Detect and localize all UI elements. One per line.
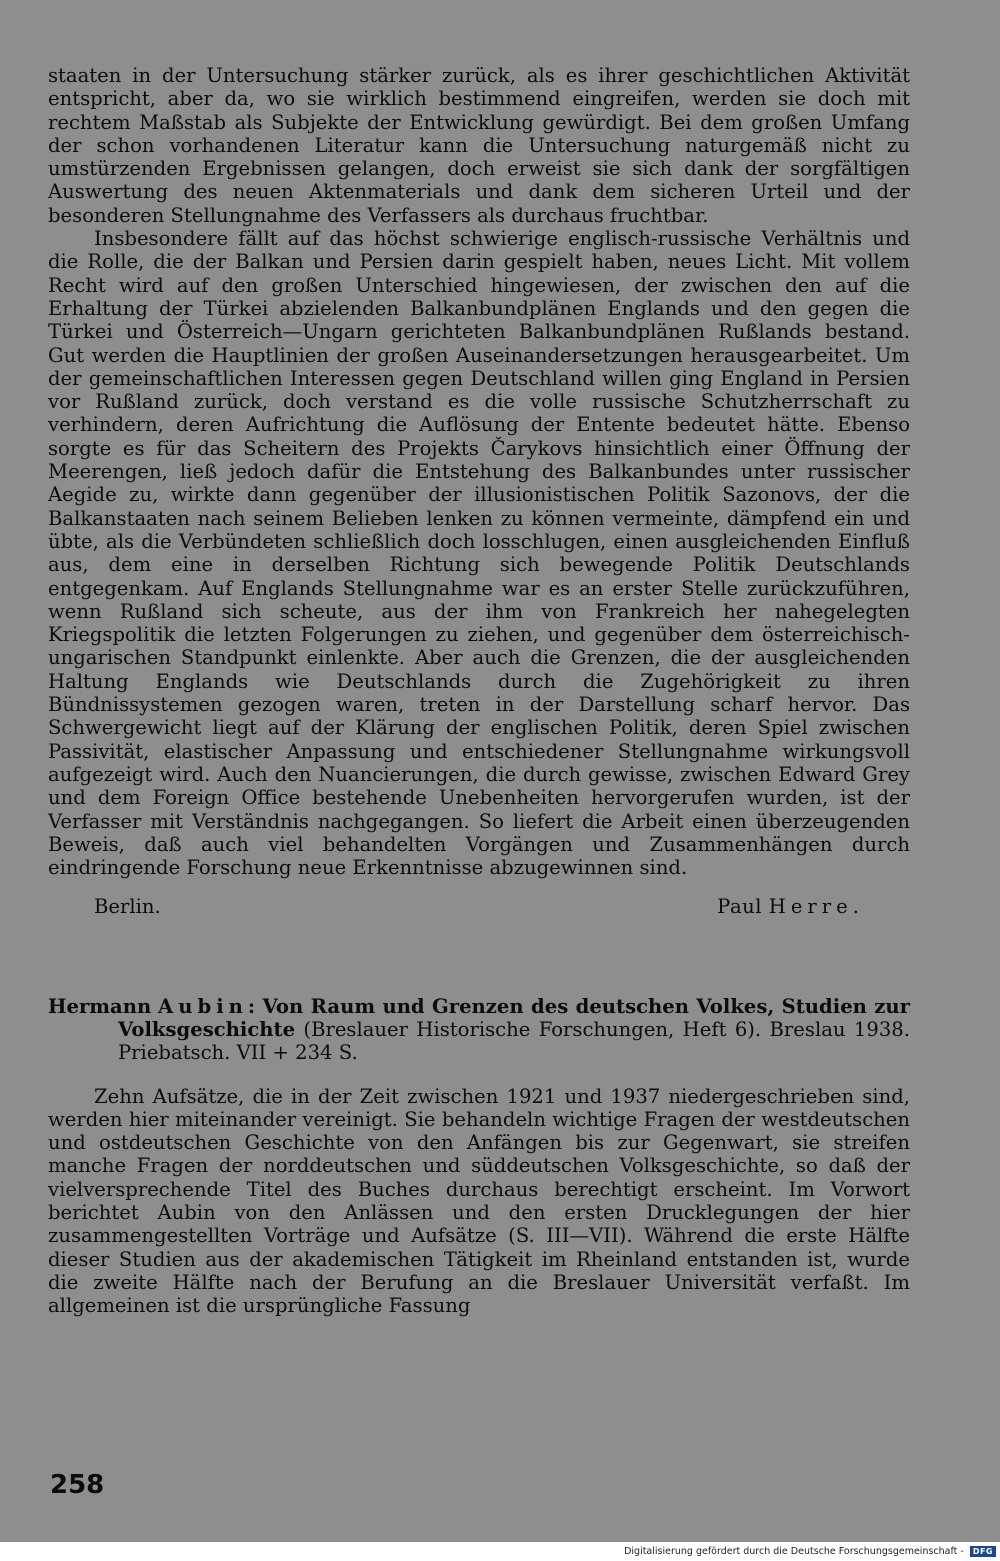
review-author-last: Aubin (158, 994, 248, 1018)
signature-place: Berlin. (94, 895, 161, 919)
page-content (48, 64, 910, 1318)
review-heading (48, 995, 910, 1065)
review-body: Zehn Aufsätze, die in der Zeit zwischen 1921 und 1937 niedergeschrieben sind, werden hier miteinander vereinigt. Sie behandeln wichtige Fragen der westdeutschen und ostdeutschen Geschichte von den Anfängen bis zur Gegenwart, sie streifen manche Fragen der norddeutschen und süddeutschen Volksgeschichte, so daß der vielversprechende Titel des Buches durchaus berechtigt erscheint. Im Vorwort berichtet Aubin von den Anlässen und den ersten Drucklegungen der hier zusammengestellten Vorträge und Aufsätze (S. III—VII). Während die erste Hälfte dieser Studien aus der akademischen Tätigkeit im Rheinland entstanden ist, wurde die zweite Hälfte nach der Berufung an die Breslauer Universität verfaßt. Im allgemeinen ist die ursprüngliche Fassung (48, 1084, 910, 1318)
paragraph-main: Insbesondere fällt auf das höchst schwierige englisch-russische Verhältnis und die Rolle, die der Balkan und Persien darin gespielt haben, neues Licht. Mit vollem Recht wird auf den großen Unterschied hingewiesen, der zwischen den auf die Erhaltung der Türkei abzielenden Balkanbundplänen Englands und den gegen die Türkei und Österreich—Ungarn gerichteten Balkanbundplänen Rußlands bestand. Gut werden die Hauptlinien der großen Auseinandersetzungen herausgearbeitet. Um der gemeinschaftlichen Interessen gegen Deutschland willen ging England in Persien vor Rußland zurück, doch verstand es die volle russische Schutzherrschaft zu verhindern, deren Aufrichtung die Auflösung der Entente bedeutet hätte. Ebenso sorgte es für das Scheitern des Projekts Čarykovs hinsichtlich einer Öffnung der Meerengen, ließ jedoch dafür die Entstehung des Balkanbundes unter russischer Aegide zu, wirkte dann gegenüber der illusionistischen Politik Sazonovs, der die Balkanstaaten nach seinem Belieben lenken zu können vermeinte, dämpfend ein und übte, als die Verbündeten schließlich doch losschlugen, einen ausgleichenden Einfluß aus, dem eine in derselben Richtung sich bewegende Politik Deutschlands entgegenkam. Auf Englands Stellungnahme war es an erster Stelle zurückzuführen, wenn Rußland sich scheute, aus der ihm von Frankreich her nahegelegten Kriegspolitik die letzten Folgerungen zu ziehen, und gegenüber dem österreichisch-ungarischen Standpunkt einlenkte. Aber auch die Grenzen, die der ausgleichenden Haltung Englands wie Deutschlands durch die Zugehörigkeit zu ihren Bündnissystemen gezogen waren, treten in der Darstellung scharf hervor. Das Schwergewicht liegt auf der Klärung der englischen Politik, deren Spiel zwischen Passivität, elastischer Anpassung und entschiedener Stellungnahme wirkungsvoll aufgezeigt wird. Auch den Nuancierungen, die durch gewisse, zwischen Edward Grey und dem Foreign Office bestehende Unebenheiten hervorgerufen wurden, ist der Verfasser mit Verständnis nachgegangen. So liefert die Arbeit einen überzeugenden Beweis, daß auch viel behandelten Vorgängen und Zusammenhängen durch eindringende Forschung neue Erkenntnisse abzugewinnen sind. (48, 227, 910, 880)
signature-last-name: Herre. (768, 895, 864, 919)
paragraph-continuation: staaten in der Untersuchung stärker zurück, als es ihrer geschichtlichen Aktivität entspricht, aber da, wo sie wirklich bestimmend eingreifen, werden sie doch mit rechtem Maßstab als Subjekte der Entwicklung gewürdigt. Bei dem großen Umfang der schon vorhandenen Literatur kann die Untersuchung naturgemäß nicht zu umstürzenden Ergebnissen gelangen, doch erweist sie sich dank der sorgfältigen Auswertung des neuen Aktenmaterials und dank dem sicheren Urteil und der besonderen Stellungnahme des Verfassers als durchaus fruchtbar. (48, 64, 910, 227)
footer-credit: Digitalisierung gefördert durch die Deutsche Forschungsgemeinschaft - (624, 1546, 964, 1557)
review-bibliography: (Breslauer Historische Forschungen, Heft 6). Breslau 1938. Priebatsch. VII + 234 S. (118, 1017, 910, 1065)
digitization-footer (0, 1542, 1000, 1561)
review-colon: : (247, 994, 263, 1018)
dfg-logo-icon: DFG (970, 1546, 996, 1557)
page-number: 258 (50, 1470, 105, 1500)
signature-name (717, 895, 864, 918)
review-signature (48, 895, 910, 918)
review-author-first: Hermann (48, 994, 152, 1018)
review-book-title: Von Raum und Grenzen des deutschen Volkes, Studien zur Volksgeschichte (118, 994, 910, 1041)
signature-first-name: Paul (717, 895, 763, 919)
